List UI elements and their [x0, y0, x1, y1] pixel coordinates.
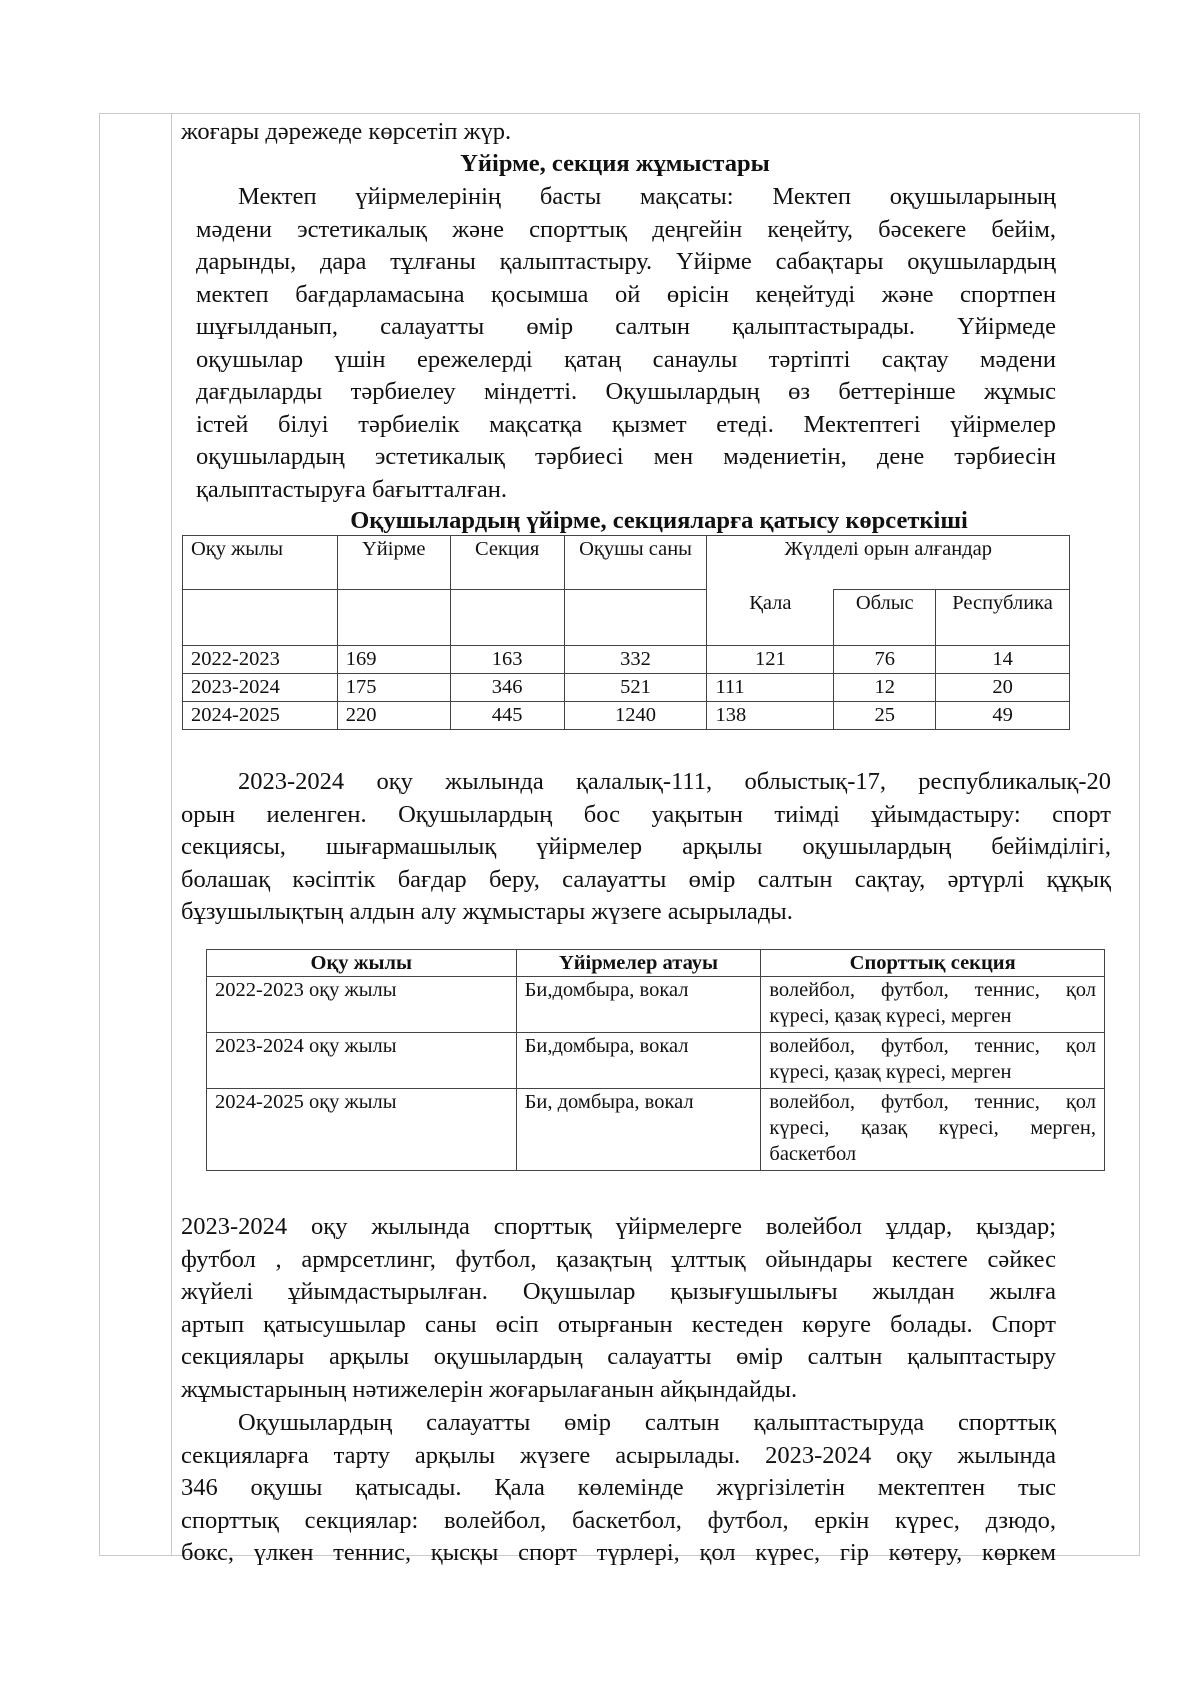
cell: 346 — [450, 674, 564, 702]
cell: 445 — [450, 702, 564, 730]
subheader-region: Облыс — [834, 590, 936, 646]
header-club: Үйірме — [337, 536, 450, 590]
header-clubs: Үйірмелер атауы — [516, 950, 761, 977]
text-line: секцияларға тарту арқылы жүзеге асырылады. 2023-2024 оқу жылында — [181, 1441, 1056, 1469]
table-row — [183, 646, 1070, 674]
cell: 138 — [707, 702, 834, 730]
cell: 76 — [834, 646, 936, 674]
empty-cell — [564, 590, 707, 646]
text-line: дағдыларды тәрбиелеу міндетті. Оқушылардың өз беттерінше жұмыс — [196, 378, 1056, 405]
paragraph-3 — [181, 1211, 1056, 1406]
cell: 169 — [337, 646, 450, 674]
cell: 2023-2024 — [183, 674, 338, 702]
table-1-title: Оқушылардың үйірме, секцияларға қатысу көрсеткіші — [350, 507, 968, 534]
cell: 175 — [337, 674, 450, 702]
table-row — [207, 1089, 1105, 1171]
cell: 2022-2023 оқу жылы — [207, 977, 517, 1033]
section-title: Үйірме, секция жұмыстары — [460, 150, 770, 177]
text-line: бұзушылықтың алдын алу жұмыстары жүзеге асырылады. — [181, 898, 793, 925]
cell: Би,домбыра, вокал — [516, 977, 761, 1033]
cell: 20 — [936, 674, 1070, 702]
subheader-city: Қала — [707, 590, 834, 646]
text-line: орын иеленген. Оқушылардың бос уақытын тиімді ұйымдастыру: спорт — [181, 800, 1111, 828]
cell: Би, домбыра, вокал — [516, 1089, 761, 1171]
paragraph-2 — [181, 766, 1111, 929]
header-students: Оқушы саны — [564, 536, 707, 590]
cell: Би,домбыра, вокал — [516, 1033, 761, 1089]
text-line: 2023-2024 оқу жылында қалалық-111, облыстық-17, республикалық-20 — [238, 768, 1111, 795]
header-prize-winners: Жүлделі орын алғандар — [707, 536, 1070, 590]
text-line: қалыптастыруға бағытталған. — [196, 475, 507, 503]
cell: 14 — [936, 646, 1070, 674]
empty-cell — [183, 590, 338, 646]
table-row — [183, 702, 1070, 730]
text-line: оқушылардың эстетикалық тәрбиесі мен мәдениетін, дене тәрбиесін — [196, 443, 1056, 470]
text-line: мектеп бағдарламасына қосымша ой өрісін кеңейтуді және спортпен — [196, 280, 1056, 308]
header-year: Оқу жылы — [207, 950, 517, 977]
text-line: оқушылар үшін ережелерді қатаң санаулы тәртіпті сақтау мәдени — [196, 345, 1056, 373]
cell: 2024-2025 оқу жылы — [207, 1089, 517, 1171]
text-line: 346 оқушы қатысады. Қала көлемінде жүргізілетін мектептен тыс — [181, 1474, 1056, 1501]
text-line: дарынды, дара тұлғаны қалыптастыру. Үйірме сабақтары оқушылардың — [196, 248, 1056, 275]
text-line: мәдени эстетикалық және спорттық деңгейін кеңейту, бәсекеге бейім, — [196, 215, 1056, 243]
text-line: істей білуі тәрбиелік мақсатқа қызмет етеді. Мектептегі үйірмелер — [196, 410, 1056, 438]
text-line: секциясы, шығармашылық үйірмелер арқылы оқушылардың бейімділігі, — [181, 833, 1111, 860]
cell: 25 — [834, 702, 936, 730]
cell: 111 — [707, 674, 834, 702]
cell: 2022-2023 — [183, 646, 338, 674]
text-line: бокс, үлкен теннис, қысқы спорт түрлері, қол күрес, гір көтеру, көркем — [181, 1539, 1056, 1566]
text-line: спорттық секциялар: волейбол, баскетбол, футбол, еркін күрес, дзюдо, — [181, 1506, 1056, 1534]
text-line: секциялары арқылы оқушылардың салауатты өмір салтын қалыптастыру — [181, 1343, 1056, 1370]
text-line: болашақ кәсіптік бағдар беру, салауатты өмір салтын сақтау, әртүрлі құқық — [181, 865, 1111, 893]
paragraph-4 — [181, 1407, 1056, 1570]
text-line: жүйелі ұйымдастырылған. Оқушылар қызығушылығы жылдан жылға — [181, 1278, 1056, 1305]
text-line: футбол , армрсетлинг, футбол, қазақтың ұлттық ойындары кестеге сәйкес — [181, 1245, 1056, 1273]
text-line: 2023-2024 оқу жылында спорттық үйірмелерге волейбол ұлдар, қыздар; — [181, 1213, 1056, 1240]
cell: 332 — [564, 646, 707, 674]
header-year: Оқу жылы — [183, 536, 338, 590]
cell: волейбол, футбол, теннис, қол күресі, қазақ күресі, мерген, баскетбол — [761, 1089, 1105, 1171]
subheader-republic: Республика — [936, 590, 1070, 646]
empty-cell — [450, 590, 564, 646]
table-row — [183, 674, 1070, 702]
text-line: жұмыстарының нәтижелерін жоғарылағанын айқындайды. — [181, 1375, 798, 1403]
cell: 2024-2025 — [183, 702, 338, 730]
text-line: Мектеп үйірмелерінің басты мақсаты: Мектеп оқушыларының — [238, 183, 1056, 210]
cell: 1240 — [564, 702, 707, 730]
cell: 163 — [450, 646, 564, 674]
text-line: артып қатысушылар саны өсіп отырғанын кестеден көруге болады. Спорт — [181, 1310, 1056, 1338]
cell: волейбол, футбол, теннис, қол күресі, қазақ күресі, мерген — [761, 1033, 1105, 1089]
cell: 220 — [337, 702, 450, 730]
cell: 121 — [707, 646, 834, 674]
cell: 49 — [936, 702, 1070, 730]
participation-table — [182, 535, 1070, 730]
margin-divider — [171, 113, 172, 1556]
text-line: шұғылданып, салауатты өмір салтын қалыптастырады. Үйірмеде — [196, 313, 1056, 340]
paragraph-1 — [196, 181, 1056, 506]
cell: 12 — [834, 674, 936, 702]
empty-cell — [337, 590, 450, 646]
table-row — [207, 977, 1105, 1033]
cell: волейбол, футбол, теннис, қол күресі, қазақ күресі, мерген — [761, 977, 1105, 1033]
header-sport-section: Спорттық секция — [761, 950, 1105, 977]
continuation-text: жоғары дәрежеде көрсетіп жүр. — [181, 118, 512, 145]
clubs-sections-table — [206, 949, 1105, 1171]
cell: 521 — [564, 674, 707, 702]
header-section: Секция — [450, 536, 564, 590]
text-line: Оқушылардың салауатты өмір салтын қалыптастыруда спорттық — [238, 1409, 1056, 1436]
cell: 2023-2024 оқу жылы — [207, 1033, 517, 1089]
table-row — [207, 1033, 1105, 1089]
